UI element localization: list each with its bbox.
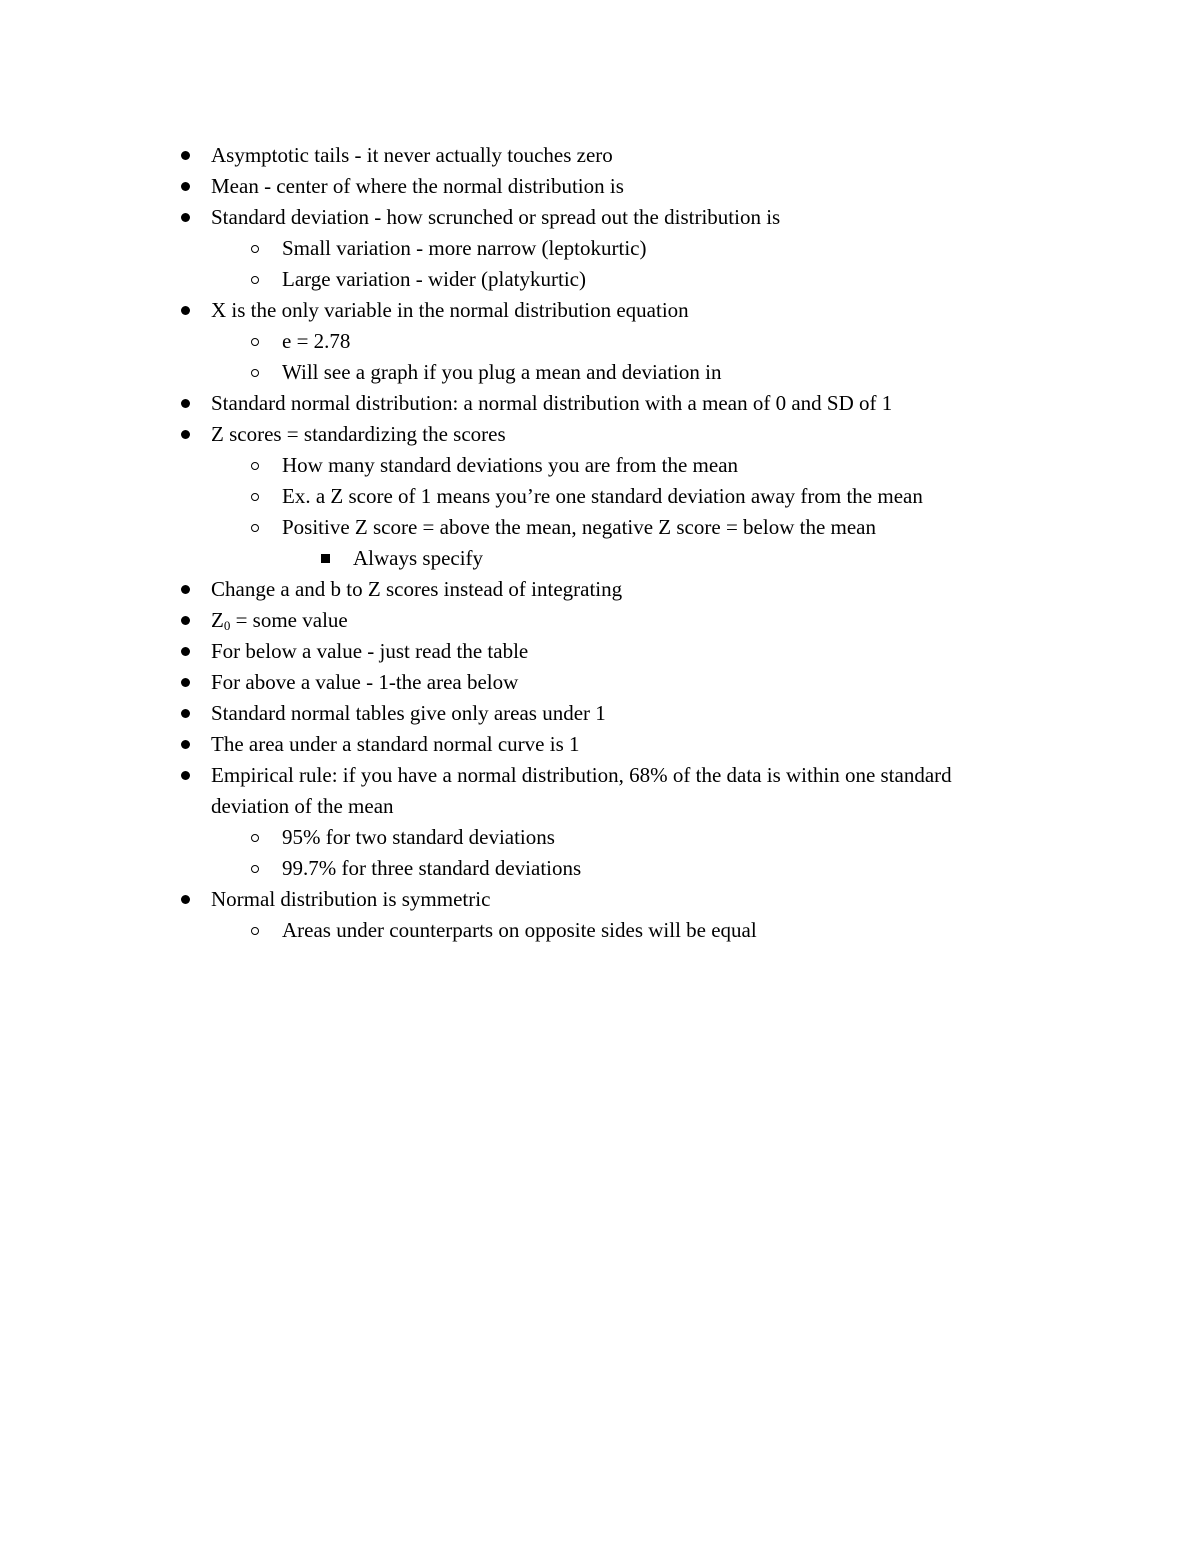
list-item (0, 543, 1200, 574)
list-item-text: How many standard deviations you are from the mean (282, 453, 739, 477)
list-item-text: deviation of the mean (211, 794, 394, 818)
list-item-text: 95% for two standard deviations (282, 825, 555, 849)
list-item (0, 326, 1200, 357)
list-item-text: X is the only variable in the normal distribution equation (211, 298, 689, 322)
bullet-circle-icon (245, 481, 265, 512)
bullet-dot-icon (175, 202, 195, 233)
list-item-text: Mean - center of where the normal distribution is (211, 174, 624, 198)
bullet-circle-icon (245, 915, 265, 946)
list-item-continuation (0, 791, 1200, 822)
bullet-dot-icon (175, 295, 195, 326)
list-item-text: Standard normal tables give only areas under 1 (211, 701, 606, 725)
list-item-text: Standard deviation - how scrunched or spread out the distribution is (211, 205, 781, 229)
list-item-text: Normal distribution is symmetric (211, 887, 491, 911)
bullet-circle-icon (245, 822, 265, 853)
bullet-circle-icon (245, 853, 265, 884)
bullet-dot-icon (175, 667, 195, 698)
bullet-dot-icon (175, 574, 195, 605)
bullet-square-icon (315, 543, 335, 574)
bullet-dot-icon (175, 605, 195, 636)
list-item-text: Always specify (353, 546, 484, 570)
list-item (0, 512, 1200, 543)
list-item-text: Asymptotic tails - it never actually touches zero (211, 143, 613, 167)
list-item (0, 915, 1200, 946)
bullet-dot-icon (175, 140, 195, 171)
list-item (0, 853, 1200, 884)
notes-list (0, 140, 1200, 946)
list-item-text: Change a and b to Z scores instead of integrating (211, 577, 623, 601)
bullet-circle-icon (245, 264, 265, 295)
bullet-dot-icon (175, 388, 195, 419)
list-item (0, 698, 1200, 729)
bullet-dot-icon (175, 760, 195, 791)
list-item (0, 450, 1200, 481)
list-item-text: 99.7% for three standard deviations (282, 856, 582, 880)
list-item-text: For below a value - just read the table (211, 639, 529, 663)
bullet-dot-icon (175, 419, 195, 450)
list-item-text: Ex. a Z score of 1 means you’re one standard deviation away from the mean (282, 484, 923, 508)
list-item (0, 202, 1200, 233)
list-item-text: Large variation - wider (platykurtic) (282, 267, 586, 291)
list-item-text: Standard normal distribution: a normal distribution with a mean of 0 and SD of 1 (211, 391, 893, 415)
bullet-circle-icon (245, 233, 265, 264)
list-item (0, 760, 1200, 791)
list-item (0, 636, 1200, 667)
list-item-text: Small variation - more narrow (leptokurtic) (282, 236, 647, 260)
list-item (0, 667, 1200, 698)
list-item-text: For above a value - 1-the area below (211, 670, 519, 694)
bullet-dot-icon (175, 884, 195, 915)
bullet-circle-icon (245, 326, 265, 357)
list-item (0, 388, 1200, 419)
list-item (0, 574, 1200, 605)
bullet-dot-icon (175, 636, 195, 667)
bullet-circle-icon (245, 357, 265, 388)
list-item (0, 357, 1200, 388)
list-item-text: Positive Z score = above the mean, negative Z score = below the mean (282, 515, 876, 539)
list-item-text: Will see a graph if you plug a mean and deviation in (282, 360, 722, 384)
list-item (0, 140, 1200, 171)
list-item (0, 295, 1200, 326)
list-item-text: $Z_0$ = some value (211, 608, 348, 633)
bullet-dot-icon (175, 729, 195, 760)
bullet-dot-icon (175, 171, 195, 202)
list-item (0, 481, 1200, 512)
list-item (0, 264, 1200, 295)
list-item (0, 605, 1200, 636)
list-item-text: Empirical rule: if you have a normal distribution, 68% of the data is within one standard (211, 763, 952, 787)
list-item-text: The area under a standard normal curve is 1 (211, 732, 580, 756)
list-item (0, 233, 1200, 264)
list-item (0, 884, 1200, 915)
bullet-dot-icon (175, 698, 195, 729)
list-item (0, 171, 1200, 202)
list-item-text: e = 2.78 (282, 329, 351, 353)
list-item (0, 419, 1200, 450)
bullet-circle-icon (245, 512, 265, 543)
list-item-text: Areas under counterparts on opposite sides will be equal (282, 918, 757, 942)
list-item (0, 822, 1200, 853)
bullet-circle-icon (245, 450, 265, 481)
list-item-text: Z scores = standardizing the scores (211, 422, 506, 446)
list-item (0, 729, 1200, 760)
